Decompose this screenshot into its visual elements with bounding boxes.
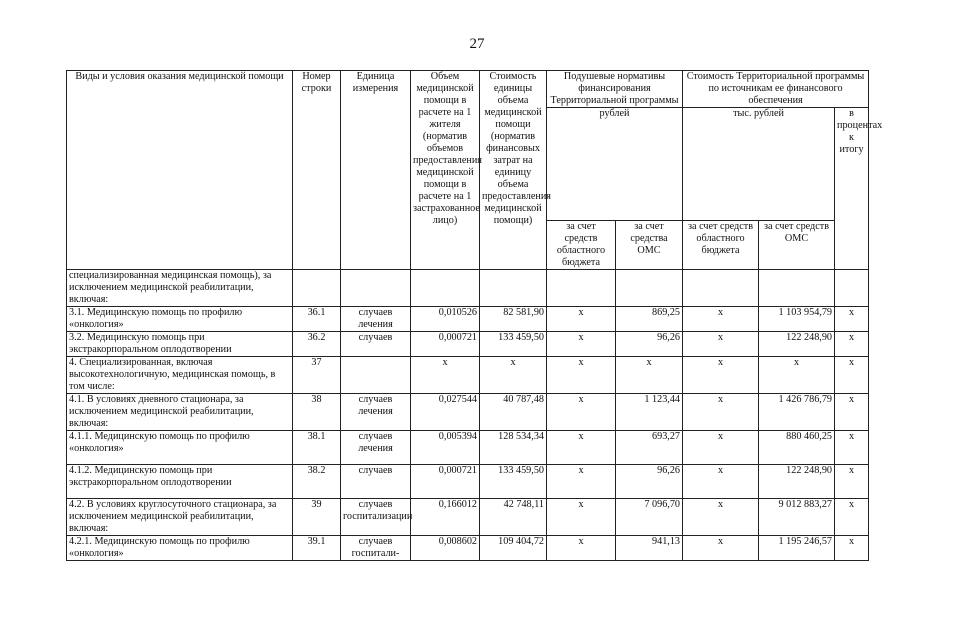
cell-volume: 0,000721 xyxy=(411,332,480,357)
cell-volume: 0,166012 xyxy=(411,499,480,536)
cell-volume xyxy=(411,270,480,307)
cell-pct: x xyxy=(835,431,869,465)
cell-num: 36.1 xyxy=(293,307,341,332)
header-regional-budget-2: за счет средств областного бюджета xyxy=(683,221,759,270)
cell-unit: случаев лечения xyxy=(341,431,411,465)
cell-name: 4.2. В условиях круглосуточного стационара, за исключением медицинской реабилитации, включая: xyxy=(67,499,293,536)
cell-name: 4. Специализированная, включая высокотехнологичную, медицинская помощь, в том числе: xyxy=(67,357,293,394)
cell-num: 37 xyxy=(293,357,341,394)
header-percent: в процентах к итогу xyxy=(835,108,869,270)
cell-name: специализированная медицинская помощь), за исключением медицинской реабилитации, включая: xyxy=(67,270,293,307)
cell-t-budget: x xyxy=(683,499,759,536)
cell-pct xyxy=(835,270,869,307)
table-row xyxy=(67,465,869,499)
cell-pc-oms: 869,25 xyxy=(616,307,683,332)
cell-t-oms: 880 460,25 xyxy=(759,431,835,465)
cell-num: 39 xyxy=(293,499,341,536)
cell-pc-budget: x xyxy=(547,394,616,431)
header-volume: Объем медицинской помощи в расчете на 1 жителя (норматив объемов предоставления медицинской помощи в расчете на 1 застрахованное лицо) xyxy=(411,71,480,270)
cell-num xyxy=(293,270,341,307)
cell-num: 39.1 xyxy=(293,536,341,561)
cell-name: 4.2.1. Медицинскую помощь по профилю «онкология» xyxy=(67,536,293,561)
cell-unit: случаев xyxy=(341,332,411,357)
cell-unit: случаев xyxy=(341,465,411,499)
cell-cost: 82 581,90 xyxy=(480,307,547,332)
cell-pct: x xyxy=(835,499,869,536)
cell-t-oms: 122 248,90 xyxy=(759,465,835,499)
cell-t-budget: x xyxy=(683,536,759,561)
table-row xyxy=(67,270,869,307)
header-regional-budget: за счет средств областного бюджета xyxy=(547,221,616,270)
header-row-number: Номер строки xyxy=(293,71,341,270)
cell-pct: x xyxy=(835,307,869,332)
cell-t-oms: 122 248,90 xyxy=(759,332,835,357)
cell-pct: x xyxy=(835,465,869,499)
cell-pc-budget: x xyxy=(547,357,616,394)
cell-pct: x xyxy=(835,536,869,561)
cell-t-oms: 1 103 954,79 xyxy=(759,307,835,332)
cell-cost xyxy=(480,270,547,307)
cell-name: 3.1. Медицинскую помощь по профилю «онкология» xyxy=(67,307,293,332)
cell-num: 38.2 xyxy=(293,465,341,499)
cell-volume: 0,010526 xyxy=(411,307,480,332)
cell-pct: x xyxy=(835,394,869,431)
cell-pc-oms: x xyxy=(616,357,683,394)
cell-pc-oms xyxy=(616,270,683,307)
header-program-cost: Стоимость Территориальной программы по источникам ее финансового обеспечения xyxy=(683,71,869,108)
cell-volume: 0,005394 xyxy=(411,431,480,465)
cell-unit: случаев лечения xyxy=(341,307,411,332)
cell-pc-budget xyxy=(547,270,616,307)
cell-pc-budget: x xyxy=(547,465,616,499)
cell-pc-oms: 7 096,70 xyxy=(616,499,683,536)
cell-t-oms: 1 195 246,57 xyxy=(759,536,835,561)
cell-pct: x xyxy=(835,357,869,394)
cell-t-budget: x xyxy=(683,431,759,465)
cell-pc-oms: 96,26 xyxy=(616,332,683,357)
cell-num: 38 xyxy=(293,394,341,431)
table-row xyxy=(67,332,869,357)
cell-cost: 133 459,50 xyxy=(480,465,547,499)
cell-pc-budget: x xyxy=(547,307,616,332)
cell-t-oms: x xyxy=(759,357,835,394)
cell-name: 4.1. В условиях дневного стационара, за исключением медицинской реабилитации, включая: xyxy=(67,394,293,431)
cell-t-budget xyxy=(683,270,759,307)
table-row xyxy=(67,357,869,394)
cell-t-budget: x xyxy=(683,394,759,431)
header-oms-2: за счет средств ОМС xyxy=(759,221,835,270)
cell-t-budget: x xyxy=(683,332,759,357)
cell-cost: 133 459,50 xyxy=(480,332,547,357)
cell-unit: случаев госпитали- xyxy=(341,536,411,561)
page-number: 27 xyxy=(469,36,485,52)
cell-pc-budget: x xyxy=(547,332,616,357)
header-per-capita: Подушевые нормативы финансирования Территориальной программы xyxy=(547,71,683,108)
cell-t-oms: 1 426 786,79 xyxy=(759,394,835,431)
cell-cost: x xyxy=(480,357,547,394)
table-row xyxy=(67,394,869,431)
cell-unit: случаев госпитализации xyxy=(341,499,411,536)
cell-pc-oms: 1 123,44 xyxy=(616,394,683,431)
table-row xyxy=(67,536,869,561)
cell-volume: 0,008602 xyxy=(411,536,480,561)
cell-name: 3.2. Медицинскую помощь при экстракорпоральном оплодотворении xyxy=(67,332,293,357)
cell-unit xyxy=(341,357,411,394)
table-row xyxy=(67,431,869,465)
header-cost: Стоимость единицы объема медицинской помощи (норматив финансовых затрат на единицу объема предоставления медицинской помощи) xyxy=(480,71,547,270)
cell-volume: x xyxy=(411,357,480,394)
table-row xyxy=(67,499,869,536)
cell-t-oms: 9 012 883,27 xyxy=(759,499,835,536)
cell-pc-oms: 693,27 xyxy=(616,431,683,465)
cell-num: 38.1 xyxy=(293,431,341,465)
cell-unit: случаев лечения xyxy=(341,394,411,431)
cell-cost: 128 534,34 xyxy=(480,431,547,465)
financing-table xyxy=(66,70,883,561)
cell-t-oms xyxy=(759,270,835,307)
cell-name: 4.1.1. Медицинскую помощь по профилю «онкология» xyxy=(67,431,293,465)
cell-pc-budget: x xyxy=(547,431,616,465)
cell-t-budget: x xyxy=(683,357,759,394)
cell-cost: 109 404,72 xyxy=(480,536,547,561)
cell-cost: 40 787,48 xyxy=(480,394,547,431)
cell-pc-oms: 941,13 xyxy=(616,536,683,561)
cell-volume: 0,000721 xyxy=(411,465,480,499)
cell-unit xyxy=(341,270,411,307)
cell-pct: x xyxy=(835,332,869,357)
header-oms: за счет средства ОМС xyxy=(616,221,683,270)
cell-volume: 0,027544 xyxy=(411,394,480,431)
cell-name: 4.1.2. Медицинскую помощь при экстракорпоральном оплодотворении xyxy=(67,465,293,499)
cell-t-budget: x xyxy=(683,465,759,499)
cell-pc-budget: x xyxy=(547,536,616,561)
header-types: Виды и условия оказания медицинской помощи xyxy=(67,71,293,270)
cell-t-budget: x xyxy=(683,307,759,332)
cell-pc-budget: x xyxy=(547,499,616,536)
header-unit: Единица измерения xyxy=(341,71,411,270)
cell-pc-oms: 96,26 xyxy=(616,465,683,499)
header-thousand-rubles: тыс. рублей xyxy=(683,108,835,221)
cell-num: 36.2 xyxy=(293,332,341,357)
header-rubles: рублей xyxy=(547,108,683,221)
table-row xyxy=(67,307,869,332)
cell-cost: 42 748,11 xyxy=(480,499,547,536)
